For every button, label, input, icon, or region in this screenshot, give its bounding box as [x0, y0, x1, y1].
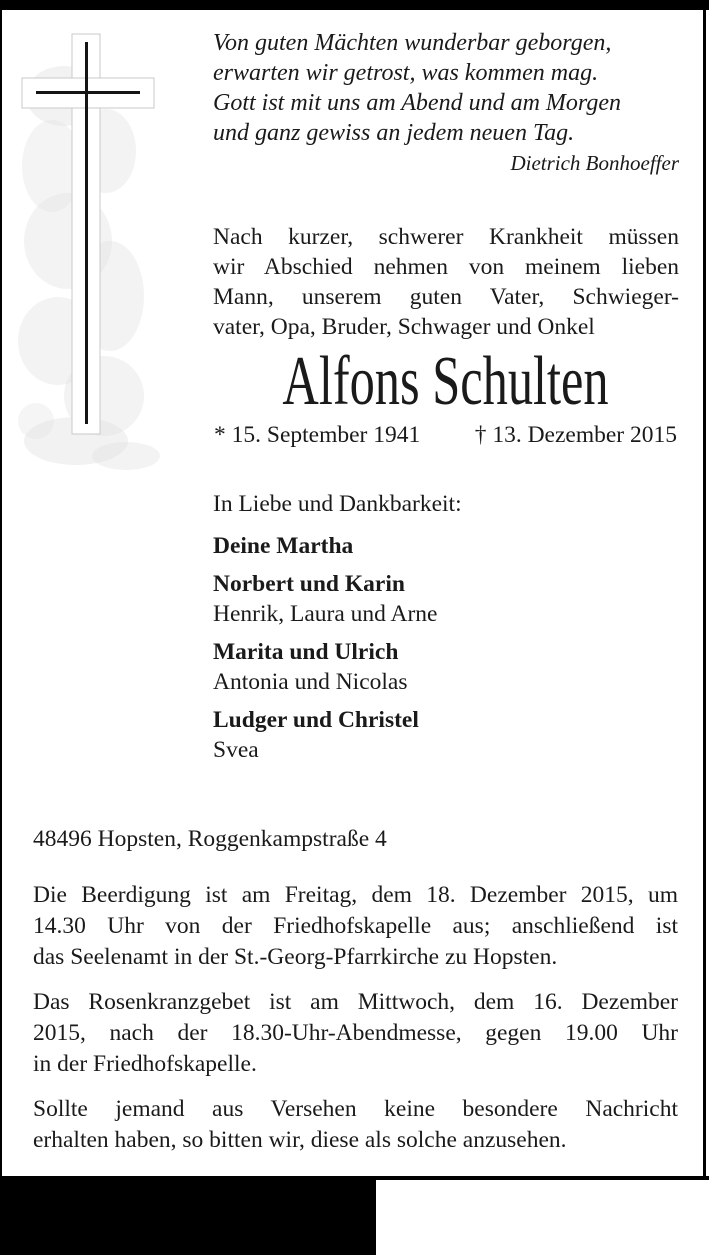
notice-border-left [0, 0, 2, 1180]
mourner-children: Henrik, Laura und Arne [213, 601, 438, 627]
quote-line: und ganz gewiss an jedem neuen Tag. [213, 120, 575, 146]
cross-watermark-icon [6, 26, 170, 471]
burial-paragraph [33, 880, 678, 973]
quote-block [213, 28, 679, 176]
mourners-block [213, 489, 679, 773]
burial-line: Die Beerdigung ist am Freitag, dem 18. Dezember 2015, um [33, 882, 678, 908]
mourner-name: Marita und Ulrich [213, 639, 399, 665]
rosary-paragraph [33, 987, 678, 1080]
notice-border-top [0, 0, 709, 10]
mourner-name: Deine Martha [213, 533, 354, 559]
mourner-group [213, 569, 679, 629]
intro-paragraph [213, 222, 679, 342]
mourner-name: Ludger und Christel [213, 707, 419, 733]
burial-line: 14.30 Uhr von der Friedhofskapelle aus; anschließend ist [33, 913, 678, 939]
intro-line: vater, Opa, Bruder, Schwager und Onkel [213, 314, 595, 340]
birth-date: * 15. September 1941 [214, 422, 421, 448]
notice-paragraph [33, 1094, 678, 1156]
mourners-heading: In Liebe und Dankbarkeit: [213, 491, 462, 517]
intro-line: wir Abschied nehmen von meinem lieben [213, 254, 679, 280]
notice-border-right [703, 0, 706, 1180]
death-date: † 13. Dezember 2015 [474, 422, 677, 448]
quote-attribution: Dietrich Bonhoeffer [510, 151, 679, 175]
intro-line: Nach kurzer, schwerer Krankheit müssen [213, 224, 679, 250]
intro-line: Mann, unserem guten Vater, Schwieger- [213, 284, 679, 310]
burial-line: das Seelenamt in der St.-Georg-Pfarrkirche zu Hopsten. [33, 944, 558, 970]
notice-line: Sollte jemand aus Versehen keine besondere Nachricht [33, 1096, 678, 1122]
quote-line: Gott ist mit uns am Abend und am Morgen [213, 90, 621, 116]
mourner-children: Antonia und Nicolas [213, 669, 408, 695]
mourner-children: Svea [213, 737, 259, 763]
redacted-funeral-home-block [0, 1180, 376, 1255]
mourner-name: Norbert und Karin [213, 571, 405, 597]
quote-line: erwarten wir getrost, was kommen mag. [213, 60, 599, 86]
mourner-group [213, 637, 679, 697]
quote-line: Von guten Mächten wunderbar geborgen, [213, 30, 612, 56]
mourner-group [213, 531, 679, 561]
rosary-line: 2015, nach der 18.30-Uhr-Abendmesse, gegen 19.00 Uhr [33, 1020, 678, 1046]
rosary-line: Das Rosenkranzgebet ist am Mittwoch, dem 16. Dezember [33, 989, 678, 1015]
notice-line: erhalten haben, so bitten wir, diese als solche anzusehen. [33, 1127, 567, 1153]
deceased-name: Alfons Schulten [282, 343, 610, 420]
rosary-line: in der Friedhofskapelle. [33, 1051, 257, 1077]
home-address: 48496 Hopsten, Roggenkampstraße 4 [33, 826, 387, 852]
mourner-group [213, 705, 679, 765]
life-dates [214, 420, 677, 450]
